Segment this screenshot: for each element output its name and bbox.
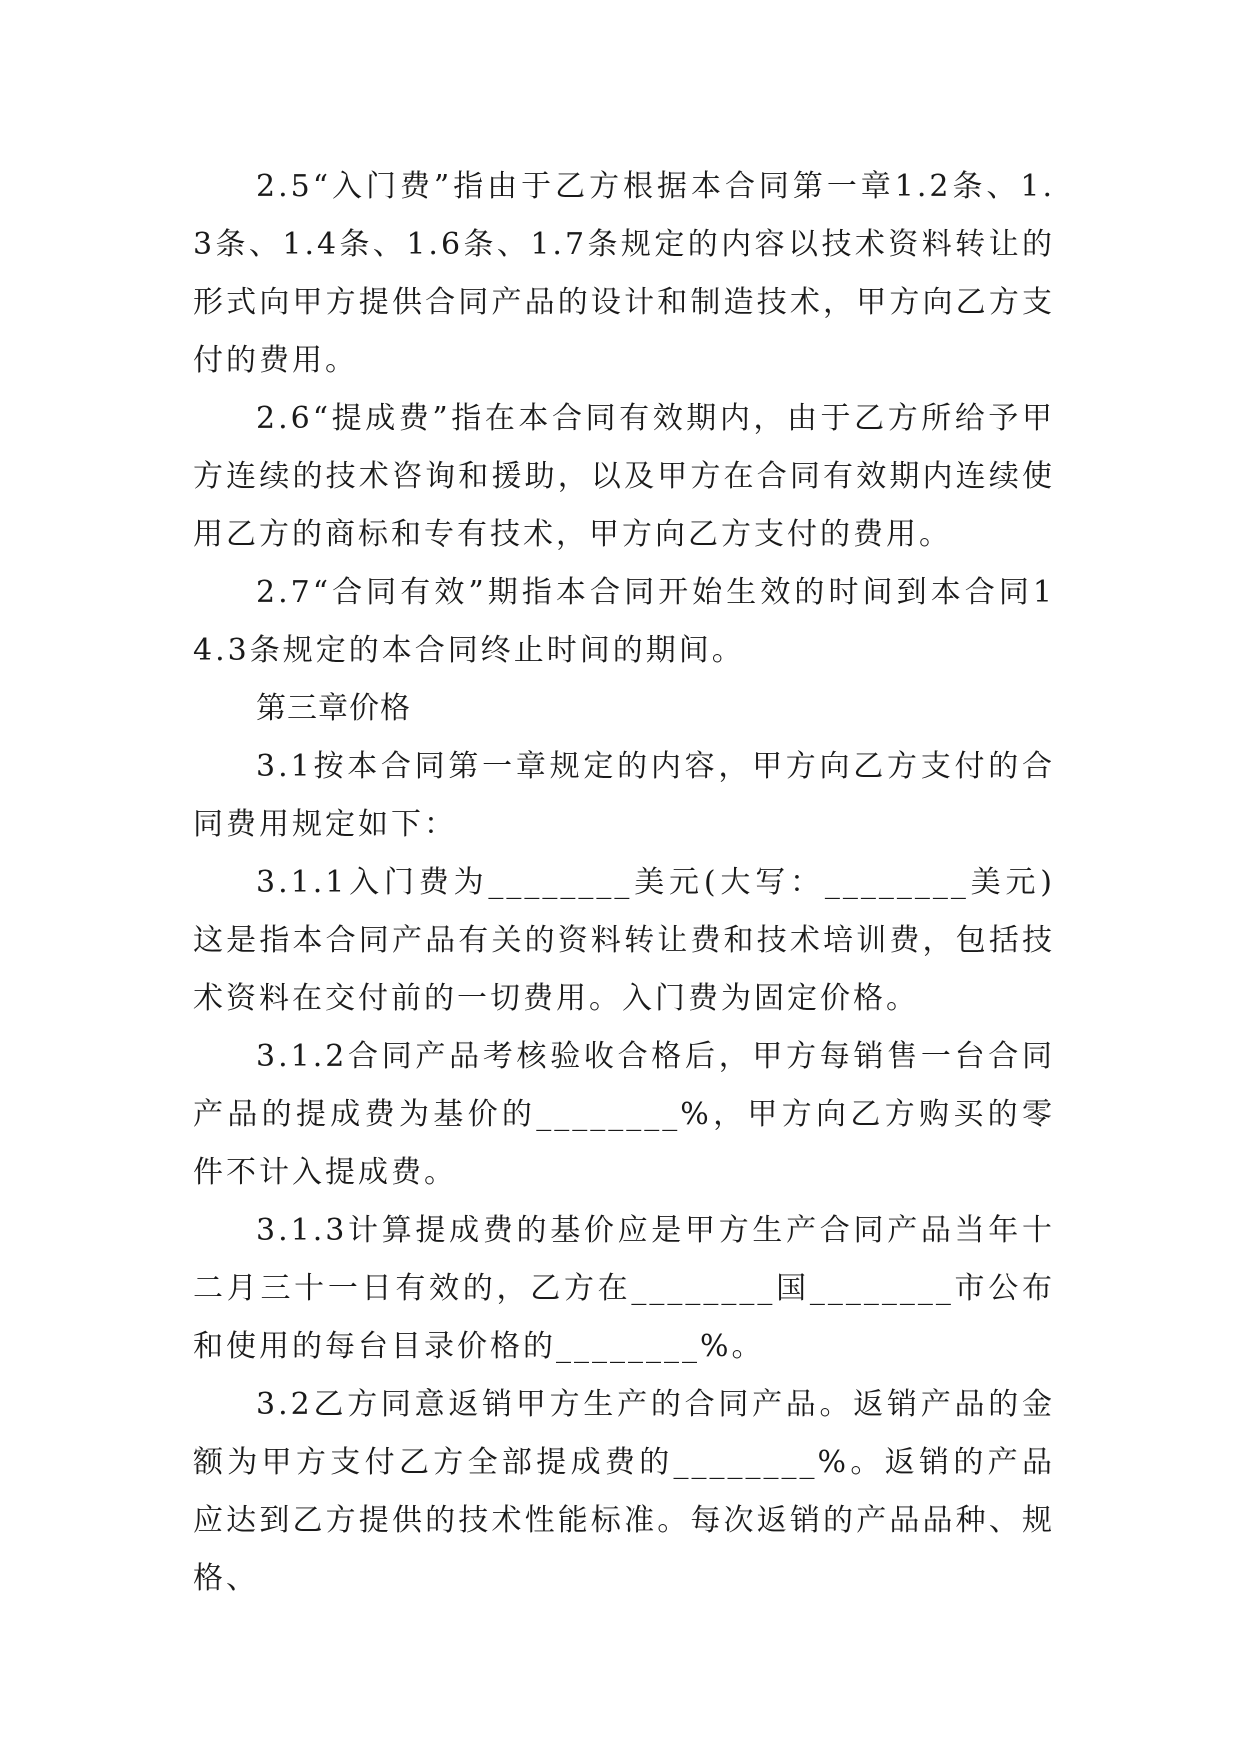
clause-3-1-3: 3.1.3计算提成费的基价应是甲方生产合同产品当年十二月三十一日有效的，乙方在________国________市公布和使用的每台目录价格的________%。 bbox=[193, 1213, 1055, 1364]
clause-3-2: 3.2乙方同意返销甲方生产的合同产品。返销产品的金额为甲方支付乙方全部提成费的________%。返销的产品应达到乙方提供的技术性能标准。每次返销的产品品种、规格、 bbox=[193, 1387, 1055, 1596]
clause-3-1-2: 3.1.2合同产品考核验收合格后，甲方每销售一台合同产品的提成费为基价的________%，甲方向乙方购买的零件不计入提成费。 bbox=[193, 1039, 1055, 1190]
clause-2-7: 2.7“合同有效”期指本合同开始生效的时间到本合同14.3条规定的本合同终止时间的期间。 bbox=[193, 575, 1055, 668]
document-body bbox=[193, 158, 1055, 1608]
clause-2-6: 2.6“提成费”指在本合同有效期内，由于乙方所给予甲方连续的技术咨询和援助，以及甲方在合同有效期内连续使用乙方的商标和专有技术，甲方向乙方支付的费用。 bbox=[193, 401, 1055, 552]
clause-3-1-1: 3.1.1入门费为________美元(大写：________美元)这是指本合同产品有关的资料转让费和技术培训费，包括技术资料在交付前的一切费用。入门费为固定价格。 bbox=[193, 865, 1055, 1016]
clause-2-5: 2.5“入门费”指由于乙方根据本合同第一章1.2条、1.3条、1.4条、1.6条、1.7条规定的内容以技术资料转让的形式向甲方提供合同产品的设计和制造技术，甲方向乙方支付的费用。 bbox=[193, 169, 1055, 378]
chapter-3-heading: 第三章价格 bbox=[256, 691, 411, 726]
clause-3-1: 3.1按本合同第一章规定的内容，甲方向乙方支付的合同费用规定如下： bbox=[193, 749, 1055, 842]
